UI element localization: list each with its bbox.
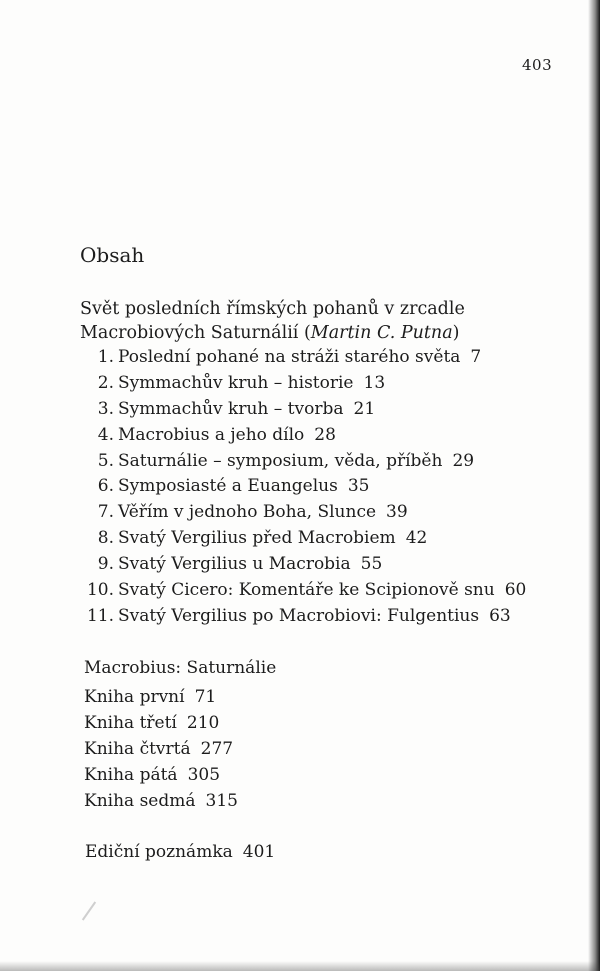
toc-entry-title: Svatý Vergilius po Macrobiovi: Fulgentius [118,605,480,626]
toc-entry [80,397,526,423]
book-entry [84,788,238,814]
book-entry-page: 305 [187,765,221,785]
toc-entry-number: 11. [86,605,114,626]
toc-entry [80,552,526,578]
book-entry [84,684,238,710]
toc-entry [80,604,526,630]
book-entry-title: Kniha třetí [84,713,177,733]
book-entry-page: 277 [200,739,234,759]
chapter-list [80,345,526,630]
editorial-note-title: Ediční poznámka [85,842,233,862]
toc-entry [80,449,526,475]
book-entry-page: 71 [194,687,217,707]
toc-entry-number: 3. [97,398,114,419]
toc-entry-page: 55 [360,554,383,575]
toc-entry-title: Svatý Vergilius u Macrobia [118,554,351,575]
toc-entry-number: 4. [97,424,114,445]
editorial-note-entry [85,842,275,862]
book-entry-page: 210 [186,713,220,733]
book-entry [84,710,238,736]
toc-entry [80,500,526,526]
section-title: Macrobius: Saturnálie [84,658,277,678]
toc-entry-title: Symposiasté a Euangelus [118,476,338,497]
page-number: 403 [522,56,553,74]
toc-entry-number: 10. [86,580,114,601]
toc-entry-page: 7 [470,347,482,367]
toc-entry-page: 13 [363,372,386,393]
toc-entry-page: 42 [405,528,428,549]
contents-heading: Obsah [80,243,145,267]
toc-entry-number: 6. [97,476,114,497]
toc-entry-page: 21 [353,398,376,419]
toc-entry-page: 29 [452,450,475,471]
intro-line-2 [80,321,465,345]
toc-entry-page: 39 [386,502,408,523]
toc-entry-number: 7. [97,502,114,523]
toc-entry-title: Saturnálie – symposium, věda, příběh [118,450,443,471]
editorial-note-page: 401 [242,842,276,862]
intro-essay-title [80,297,465,345]
page-edge-shadow-right [588,0,600,971]
toc-entry-number: 1. [97,347,114,367]
book-list [84,684,238,814]
toc-entry-page: 60 [504,580,527,601]
paper-scratch-mark [82,901,96,920]
toc-entry-page: 28 [314,424,336,445]
toc-entry [80,423,526,449]
intro-line-2-text: Macrobiových Saturnálií ( [80,323,311,343]
toc-entry-title: Svatý Cicero: Komentáře ke Scipionově snu [118,580,495,601]
toc-entry-title: Macrobius a jeho dílo [118,424,305,445]
toc-entry [80,526,526,552]
book-entry-title: Kniha čtvrtá [84,739,191,759]
intro-line-2-close: ) [452,323,460,343]
book-entry [84,736,238,762]
toc-entry [80,578,526,604]
toc-entry-title: Svatý Vergilius před Macrobiem [118,528,396,549]
toc-entry-number: 8. [97,528,114,549]
book-entry-title: Kniha první [84,687,185,707]
toc-entry-page: 35 [347,476,370,497]
toc-entry-title: Poslední pohané na stráži starého světa [118,347,461,367]
toc-entry [80,474,526,500]
toc-entry-number: 5. [97,450,114,471]
intro-line-1: Svět posledních římských pohanů v zrcadle [80,299,465,319]
toc-entry-title: Symmachův kruh – historie [118,372,354,393]
toc-entry-number: 9. [97,554,114,575]
toc-entry-page: 63 [489,605,511,626]
toc-entry-title: Symmachův kruh – tvorba [118,398,344,419]
toc-entry [80,345,526,371]
toc-entry-title: Věřím v jednoho Boha, Slunce [118,502,377,523]
book-entry [84,762,238,788]
book-entry-page: 315 [205,791,238,811]
book-entry-title: Kniha sedmá [84,791,196,811]
page-edge-shadow-bottom [0,961,600,971]
intro-author: Martin C. Putna [310,323,453,343]
book-entry-title: Kniha pátá [84,765,178,785]
toc-entry-number: 2. [97,372,114,393]
toc-entry [80,371,526,397]
